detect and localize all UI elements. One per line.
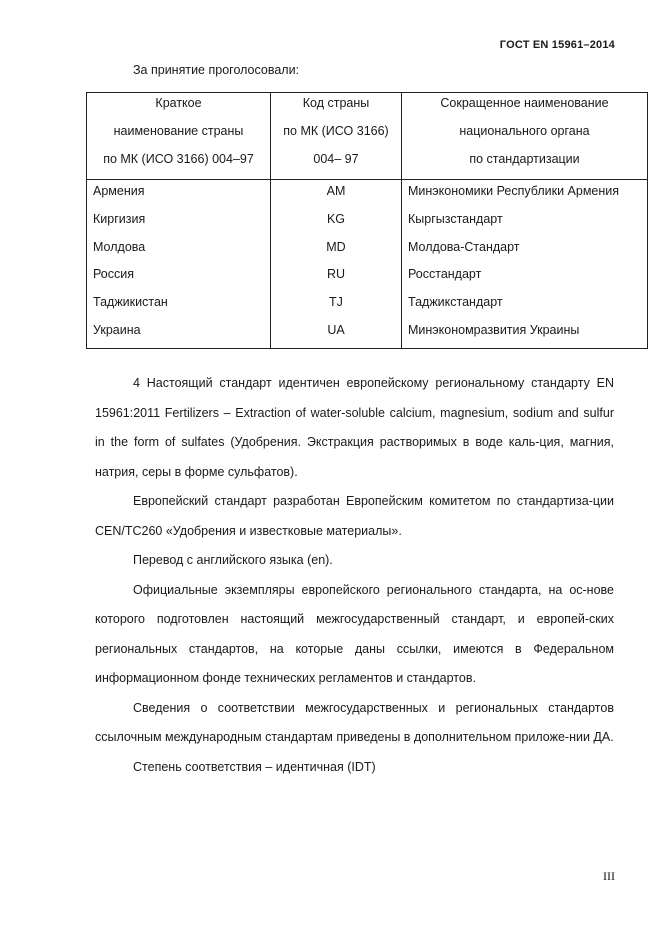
country-code: KG <box>271 211 402 239</box>
header-text: по стандартизации <box>469 152 580 166</box>
table-row <box>87 211 648 239</box>
country-name: Россия <box>87 266 271 294</box>
national-body: Кыргызстандарт <box>402 211 648 239</box>
country-name: Армения <box>87 180 271 211</box>
header-country-code <box>271 93 402 180</box>
table-row <box>87 266 648 294</box>
voting-intro: За принятие проголосовали: <box>133 63 300 77</box>
paragraph-identity: 4 Настоящий стандарт идентичен европейскому региональному стандарту EN 15961:2011 Fertilizers – Extraction of water-soluble calcium, magnesium, sodium and sulfur in the form of sulfates (Удобрения. Экстракция растворимых в воде каль-ция, магния, натрия, серы в форме сульфатов). <box>95 376 614 479</box>
header-text: по МК (ИСО 3166) 004–97 <box>103 152 254 166</box>
national-body: Росстандарт <box>402 266 648 294</box>
national-body: Молдова-Стандарт <box>402 239 648 267</box>
page-number: III <box>603 869 615 883</box>
table-row <box>87 294 648 322</box>
country-code: TJ <box>271 294 402 322</box>
paragraph-developer: Европейский стандарт разработан Европейским комитетом по стандартиза-ции CEN/TC260 «Удобрения и известковые материалы». <box>95 494 614 538</box>
voting-countries-table <box>86 92 648 349</box>
country-name: Украина <box>87 322 271 349</box>
header-text: 004– 97 <box>313 152 359 166</box>
standard-code-header: ГОСТ EN 15961–2014 <box>499 39 615 51</box>
country-code: RU <box>271 266 402 294</box>
body-text <box>95 369 614 782</box>
country-name: Киргизия <box>87 211 271 239</box>
country-name: Молдова <box>87 239 271 267</box>
table-row <box>87 180 648 211</box>
table-row <box>87 239 648 267</box>
country-code: MD <box>271 239 402 267</box>
country-code: AM <box>271 180 402 211</box>
table-header-row <box>87 93 648 180</box>
paragraph-correspondence: Сведения о соответствии межгосударственных и региональных стандартов ссылочным международным стандартам приведены в дополнительном приложе-нии ДА. <box>95 700 614 744</box>
header-text: наименование страны <box>113 124 244 138</box>
header-text: Краткое <box>155 96 202 110</box>
national-body: Минэкономразвития Украины <box>402 322 648 349</box>
paragraph-conformity: Степень соответствия – идентичная (IDT) <box>133 759 376 774</box>
country-name: Таджикистан <box>87 294 271 322</box>
header-text: Код страны <box>302 96 370 110</box>
paragraph-official-copies: Официальные экземпляры европейского регионального стандарта, на ос-нове которого подготовлен настоящий межгосударственный стандарт, и европей-ских региональных стандартов, на которые даны ссылки, имеются в Федеральном информационном фонде технических регламентов и стандартов. <box>95 582 614 685</box>
header-text: Сокращенное наименование <box>440 96 609 110</box>
header-text: национального органа <box>459 124 590 138</box>
country-code: UA <box>271 322 402 349</box>
header-text: по МК (ИСО 3166) <box>283 124 389 138</box>
header-country-name <box>87 93 271 180</box>
national-body: Таджикстандарт <box>402 294 648 322</box>
paragraph-translation: Перевод с английского языка (en). <box>133 553 333 567</box>
table-row <box>87 322 648 349</box>
national-body: Минэкономики Республики Армения <box>402 180 648 211</box>
header-national-body <box>402 93 648 180</box>
